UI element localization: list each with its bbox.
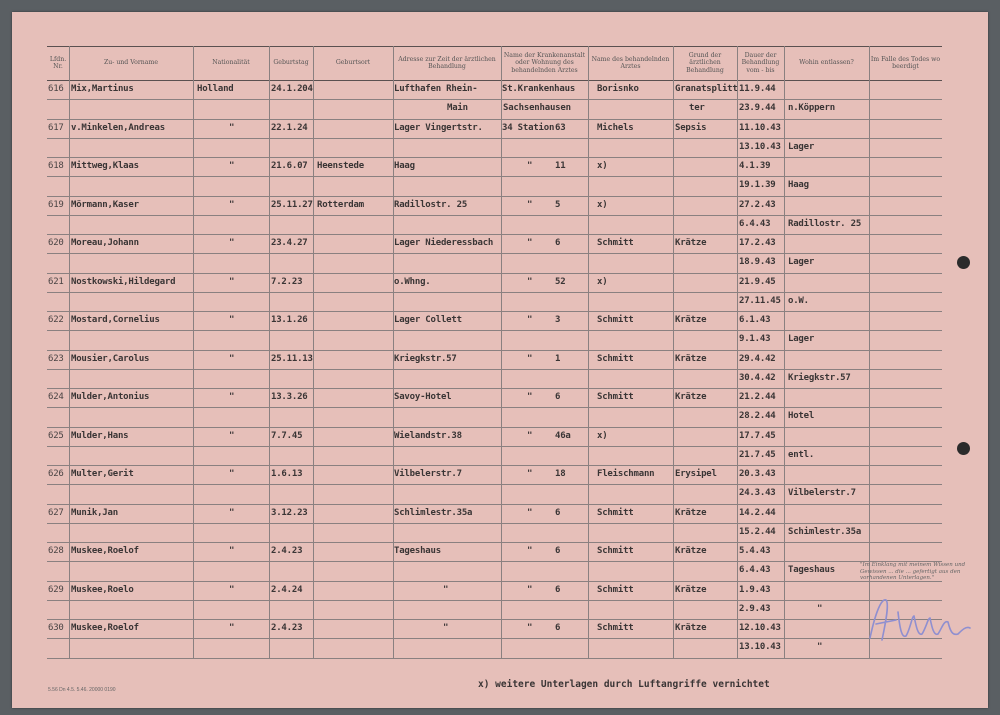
person-name: Muskee,Roelof (71, 623, 139, 633)
column-rule (501, 46, 502, 658)
treatment-reason: Krätze (675, 546, 707, 556)
birthdate: 2.4.23 (271, 623, 303, 633)
treatment-from: 21.9.45 (739, 276, 776, 287)
address: Lager Niederessbach (394, 238, 494, 248)
table-rule (47, 215, 942, 216)
room-number: 6 (555, 623, 561, 633)
address: Vilbelerstr.7 (394, 469, 462, 479)
treatment-to: 15.2.44 (739, 526, 776, 537)
room-number: 6 (555, 584, 561, 595)
row-number: 617 (48, 122, 64, 133)
treatment-to: 30.4.42 (739, 372, 776, 383)
doctor: x) (597, 430, 608, 441)
room-number: 6 (555, 546, 561, 556)
address: Tageshaus (394, 546, 441, 556)
room-number: 1 (555, 353, 561, 364)
birthdate: 2.4.23 (271, 546, 303, 556)
hospital: " (527, 199, 533, 210)
table-rule (47, 330, 942, 331)
treatment-reason: Granatsplitt (675, 84, 738, 94)
hospital: " (527, 623, 533, 633)
hospital: " (527, 469, 533, 479)
discharged-to: Hotel (788, 411, 815, 421)
row-number: 625 (48, 430, 64, 441)
address: o.Whng. (394, 276, 431, 287)
person-name: Nostkowski,Hildegard (71, 276, 176, 287)
address: " (443, 584, 449, 595)
treatment-from: 29.4.42 (739, 353, 776, 364)
person-name: Mulder,Antonius (71, 392, 150, 402)
nationality: " (229, 392, 235, 402)
table-rule (47, 196, 942, 197)
discharged-to: Lager (788, 334, 815, 344)
treatment-to: 6.4.43 (739, 565, 771, 575)
birthdate: 13.3.26 (271, 392, 308, 402)
person-name: v.Minkelen,Andreas (71, 122, 165, 133)
hospital: " (527, 315, 533, 325)
treatment-to: 13.10.43 (739, 642, 781, 652)
person-name: Mulder,Hans (71, 430, 129, 441)
nationality: " (229, 122, 235, 133)
doctor: Schmitt (597, 623, 634, 633)
doctor: Schmitt (597, 546, 634, 556)
header-hospital: Name der Krankenanstalt oder Wohnung des behandelnden Arztes (503, 51, 586, 74)
table-rule (47, 523, 942, 524)
treatment-from: 17.7.45 (739, 430, 776, 441)
hospital: " (527, 430, 533, 441)
discharged-to: Lager (788, 257, 815, 267)
person-name: Muskee,Roelof (71, 546, 139, 556)
room-number: 6 (555, 238, 561, 248)
treatment-to: 27.11.45 (739, 295, 781, 306)
person-name: Mousier,Carolus (71, 353, 150, 364)
header-name: Zu- und Vorname (103, 59, 159, 67)
address: Lager Vingertstr. (394, 122, 483, 133)
discharged-to: " (817, 642, 823, 652)
doctor: Schmitt (597, 507, 634, 518)
treatment-to: 24.3.43 (739, 488, 776, 498)
discharged-to: Vilbelerstr.7 (788, 488, 856, 498)
column-rule (269, 46, 270, 658)
birthdate: 7.7.45 (271, 430, 303, 441)
row-number: 627 (48, 507, 64, 518)
treatment-from: 27.2.43 (739, 199, 776, 210)
row-number: 630 (48, 623, 64, 633)
hospital-continued: Sachsenhausen (503, 103, 571, 113)
header-death: Im Falle des Todes wo beerdigt (870, 55, 941, 70)
column-rule (69, 46, 70, 658)
treatment-reason: Krätze (675, 315, 707, 325)
address: Wielandstr.38 (394, 430, 462, 441)
table-rule (47, 292, 942, 293)
treatment-to: 13.10.43 (739, 141, 781, 152)
header-lfd-nr: Lfdn. Nr. (49, 55, 67, 70)
treatment-from: 12.10.43 (739, 623, 781, 633)
treatment-reason: Krätze (675, 584, 707, 595)
table-rule (47, 388, 942, 389)
row-number: 622 (48, 315, 64, 325)
certification-note: "Im Einklang mit meinem Wissen und Gewissen ... die ... gefertigt aus den vorhandenen Unterlagen." (860, 562, 966, 581)
discharged-to: Tageshaus (788, 565, 835, 575)
treatment-from: 11.10.43 (739, 122, 781, 133)
treatment-reason: Krätze (675, 507, 707, 518)
header-doctor: Name des behandelnden Arztes (591, 55, 670, 70)
room-number: 11 (555, 161, 566, 171)
row-number: 623 (48, 353, 64, 364)
treatment-from: 4.1.39 (739, 161, 771, 171)
document-sheet (12, 12, 988, 708)
column-rule (393, 46, 394, 658)
birthdate: 24.1.204 (271, 84, 313, 94)
doctor: Schmitt (597, 392, 634, 402)
treatment-from: 11.9.44 (739, 84, 776, 94)
doctor: Fleischmann (597, 469, 655, 479)
column-rule (588, 46, 589, 658)
birthplace: Rotterdam (317, 199, 364, 210)
hospital: " (527, 584, 533, 595)
person-name: Mittweg,Klaas (71, 161, 139, 171)
footnote: x) weitere Unterlagen durch Luftangriffe vernichtet (478, 679, 770, 690)
hospital: " (527, 353, 533, 364)
discharged-to: Haag (788, 180, 809, 190)
treatment-to: 28.2.44 (739, 411, 776, 421)
doctor: x) (597, 276, 608, 287)
signature (862, 590, 982, 650)
discharged-to: n.Köppern (788, 103, 835, 113)
treatment-from: 1.9.43 (739, 584, 771, 595)
doctor: Borisnko (597, 84, 639, 94)
table-rule (47, 311, 942, 312)
table-rule (47, 581, 942, 582)
table-rule (47, 369, 942, 370)
doctor: x) (597, 161, 608, 171)
table-rule (47, 80, 942, 81)
doctor: Michels (597, 122, 634, 133)
table-rule (47, 138, 942, 139)
nationality: " (229, 623, 235, 633)
table-rule (47, 561, 942, 562)
treatment-to: 2.9.43 (739, 603, 771, 614)
address: Kriegkstr.57 (394, 353, 457, 364)
nationality: " (229, 315, 235, 325)
treatment-to: 9.1.43 (739, 334, 771, 344)
table-rule (47, 46, 942, 47)
doctor: Schmitt (597, 238, 634, 248)
row-number: 620 (48, 238, 64, 248)
treatment-from: 21.2.44 (739, 392, 776, 402)
hospital: 34 Station (502, 122, 555, 133)
hospital: " (527, 392, 533, 402)
room-number: 5 (555, 199, 561, 210)
row-number: 618 (48, 161, 64, 171)
room-number: 18 (555, 469, 566, 479)
room-number: 6 (555, 507, 561, 518)
person-name: Mörmann,Kaser (71, 199, 139, 210)
treatment-reason: Krätze (675, 392, 707, 402)
treatment-from: 17.2.43 (739, 238, 776, 248)
nationality: " (229, 469, 235, 479)
birthdate: 21.6.07 (271, 161, 308, 171)
discharged-to: entl. (788, 449, 815, 460)
doctor: Schmitt (597, 353, 634, 364)
row-number: 619 (48, 199, 64, 210)
treatment-reason: Krätze (675, 353, 707, 364)
birthplace: Heenstede (317, 161, 364, 171)
doctor: Schmitt (597, 584, 634, 595)
hospital: " (527, 238, 533, 248)
room-number: 63 (555, 122, 566, 133)
person-name: Multer,Gerit (71, 469, 134, 479)
nationality: " (229, 199, 235, 210)
person-name: Munik,Jan (71, 507, 118, 518)
nationality: " (229, 507, 235, 518)
birthdate: 23.4.27 (271, 238, 308, 248)
discharged-to: Lager (788, 141, 815, 152)
header-birthplace: Geburtsort (335, 59, 371, 67)
table-rule (47, 638, 942, 639)
row-number: 616 (48, 84, 64, 94)
treatment-reason: Erysipel (675, 469, 717, 479)
hospital: " (527, 161, 533, 171)
person-name: Moreau,Johann (71, 238, 139, 248)
treatment-from: 5.4.43 (739, 546, 771, 556)
birthdate: 7.2.23 (271, 276, 303, 287)
form-code: 5.56 Dn 4.5. 5.46. 20000 0190 (48, 687, 116, 693)
treatment-to: 23.9.44 (739, 103, 776, 113)
treatment-to: 6.4.43 (739, 218, 771, 229)
treatment-to: 19.1.39 (739, 180, 776, 190)
address: " (443, 623, 449, 633)
table-rule (47, 427, 942, 428)
header-address: Adresse zur Zeit der ärztlichen Behandlung (398, 55, 496, 70)
column-rule (313, 46, 314, 658)
discharged-to: Kriegkstr.57 (788, 372, 851, 383)
row-number: 621 (48, 276, 64, 287)
nationality: " (229, 430, 235, 441)
room-number: 52 (555, 276, 566, 287)
row-number: 628 (48, 546, 64, 556)
table-rule (47, 119, 942, 120)
address: Haag (394, 161, 415, 171)
nationality: " (229, 353, 235, 364)
discharged-to: " (817, 603, 823, 614)
hospital: " (527, 507, 533, 518)
birthdate: 25.11.27 (271, 199, 313, 210)
treatment-to: 21.7.45 (739, 449, 776, 460)
nationality: Holland (197, 84, 234, 94)
row-number: 626 (48, 469, 64, 479)
treatment-to: 18.9.43 (739, 257, 776, 267)
column-rule (737, 46, 738, 658)
treatment-reason: Krätze (675, 238, 707, 248)
table-rule (47, 99, 942, 100)
nationality: " (229, 584, 235, 595)
header-duration: Dauer der Behandlung vom - bis (741, 51, 780, 74)
treatment-from: 6.1.43 (739, 315, 771, 325)
address: Schlimlestr.35a (394, 507, 473, 518)
treatment-reason-continued: ter (689, 103, 705, 113)
column-rule (193, 46, 194, 658)
address: Lufthafen Rhein- (394, 84, 478, 94)
register-table (47, 42, 942, 692)
table-rule (47, 234, 942, 235)
table-rule (47, 600, 942, 601)
treatment-reason: Krätze (675, 623, 707, 633)
table-rule (47, 350, 942, 351)
table-rule (47, 176, 942, 177)
table-rule (47, 484, 942, 485)
punch-hole-top (957, 256, 970, 269)
header-reason: Grund der ärztlichen Behandlung (686, 51, 724, 74)
doctor: Schmitt (597, 315, 634, 325)
discharged-to: Schimlestr.35a (788, 526, 862, 537)
table-rule (47, 253, 942, 254)
birthdate: 3.12.23 (271, 507, 308, 518)
person-name: Muskee,Roelo (71, 584, 134, 595)
nationality: " (229, 238, 235, 248)
birthdate: 22.1.24 (271, 122, 308, 133)
header-birthdate: Geburtstag (273, 59, 309, 67)
discharged-to: o.W. (788, 295, 809, 306)
row-number: 624 (48, 392, 64, 402)
hospital: " (527, 276, 533, 287)
header-nationality: Nationalität (212, 59, 250, 67)
nationality: " (229, 276, 235, 287)
person-name: Mix,Martinus (71, 84, 134, 94)
birthdate: 13.1.26 (271, 315, 308, 325)
birthdate: 25.11.13 (271, 353, 313, 364)
address: Lager Collett (394, 315, 462, 325)
discharged-to: Radillostr. 25 (788, 218, 862, 229)
room-number: 46a (555, 430, 571, 441)
table-rule (47, 504, 942, 505)
nationality: " (229, 161, 235, 171)
column-rule (673, 46, 674, 658)
punch-hole-bottom (957, 442, 970, 455)
table-rule (47, 273, 942, 274)
treatment-reason: Sepsis (675, 122, 707, 133)
address-continued: Main (447, 103, 468, 113)
table-rule (47, 542, 942, 543)
treatment-from: 14.2.44 (739, 507, 776, 518)
person-name: Mostard,Cornelius (71, 315, 160, 325)
table-rule (47, 619, 942, 620)
address: Savoy-Hotel (394, 392, 452, 402)
hospital: St.Krankenhaus (502, 84, 576, 94)
room-number: 6 (555, 392, 561, 402)
treatment-from: 20.3.43 (739, 469, 776, 479)
table-rule (47, 658, 942, 659)
birthdate: 2.4.24 (271, 584, 303, 595)
doctor: x) (597, 199, 608, 210)
row-number: 629 (48, 584, 64, 595)
column-rule (784, 46, 785, 658)
table-rule (47, 407, 942, 408)
table-rule (47, 157, 942, 158)
birthdate: 1.6.13 (271, 469, 303, 479)
table-rule (47, 446, 942, 447)
table-rule (47, 465, 942, 466)
nationality: " (229, 546, 235, 556)
header-discharged-to: Wohin entlassen? (799, 59, 854, 67)
address: Radillostr. 25 (394, 199, 468, 210)
hospital: " (527, 546, 533, 556)
room-number: 3 (555, 315, 561, 325)
